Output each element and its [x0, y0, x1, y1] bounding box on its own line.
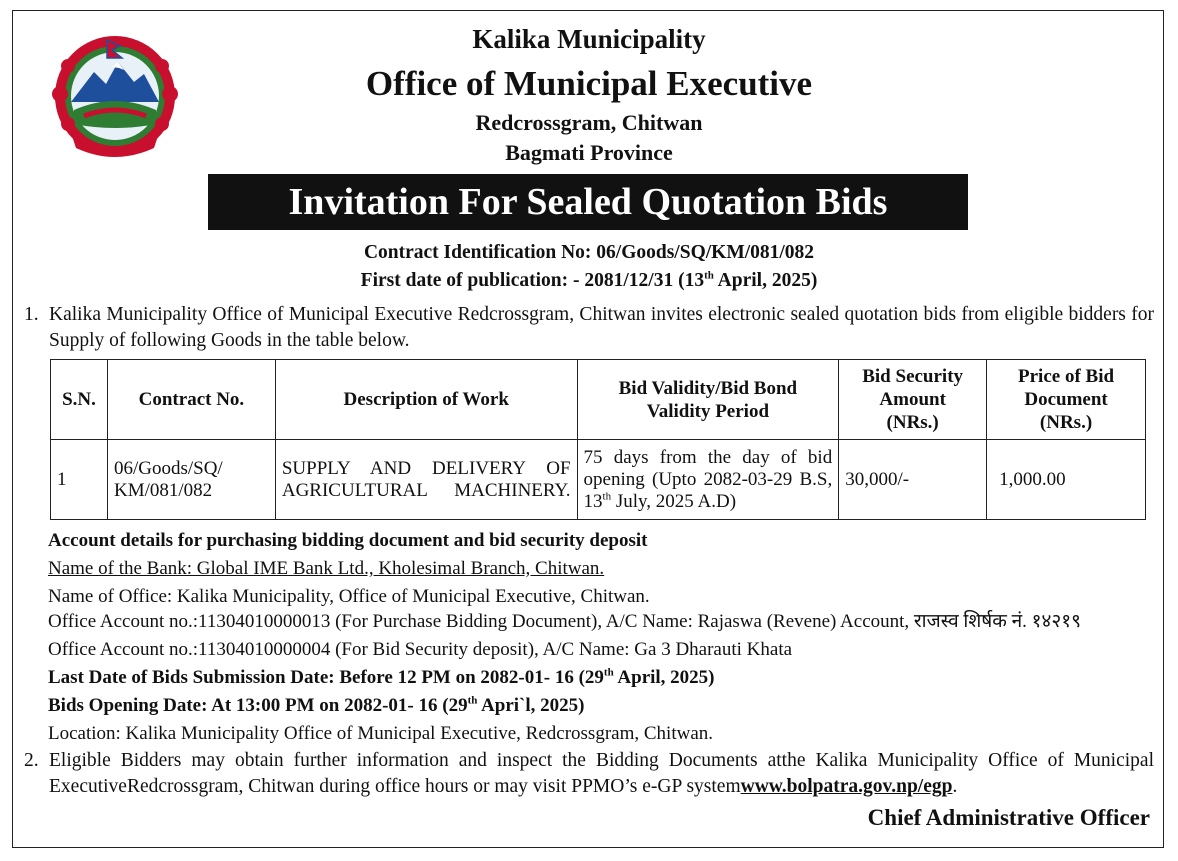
paragraph-number: 1. [24, 304, 39, 325]
column-header: Contract No. [107, 360, 275, 440]
cell-sn: 1 [51, 440, 108, 520]
account-bid-security: Office Account no.:11304010000004 (For Bid Security deposit), A/C Name: Ga 3 Dharauti Khata [48, 639, 793, 660]
office-name: Office of Municipal Executive [365, 64, 813, 103]
table-header-row [51, 360, 1146, 440]
office-address: Redcrossgram, Chitwan [475, 110, 703, 135]
account-heading: Account details for purchasing bidding document and bid security deposit [48, 530, 648, 551]
account-purchase-document: Office Account no.:11304010000013 (For Purchase Bidding Document), A/C Name: Rajaswa (Revene) Account, राजस्व शिर्षक नं. १४२१९ [48, 611, 1082, 632]
paragraph-number: 2. [24, 750, 39, 771]
egp-link[interactable]: www.bolpatra.gov.np/egp [740, 776, 953, 797]
cell-description: SUPPLY AND DELIVERY OF AGRICULTURAL MACHINERY. [275, 440, 577, 520]
column-header: Bid Validity/Bid Bond Validity Period [577, 360, 839, 440]
contract-identification: Contract Identification No: 06/Goods/SQ/KM/081/082 [363, 242, 815, 263]
cell-security-amount: 30,000/- [839, 440, 987, 520]
office-account-name: Name of Office: Kalika Municipality, Office of Municipal Executive, Chitwan. [48, 586, 650, 607]
column-header: Price of Bid Document (NRs.) [987, 360, 1146, 440]
opening-location: Location: Kalika Municipality Office of Municipal Executive, Redcrossgram, Chitwan. [48, 723, 713, 744]
municipality-name: Kalika Municipality [472, 24, 706, 54]
last-submission-date: Last Date of Bids Submission Date: Before 12 PM on 2082-01- 16 (29th April, 2025) [48, 666, 715, 688]
paragraph-1 [24, 302, 1154, 354]
paragraph-text: Eligible Bidders may obtain further information and inspect the Bidding Documents atthe Kalika Municipality Office of Municipal ExecutiveRedcrossgram, Chitwan during office hours or may visit PPMO’s e-GP system [49, 750, 1154, 797]
bank-name: Name of the Bank: Global IME Bank Ltd., Kholesimal Branch, Chitwan. [48, 558, 605, 579]
table-row [51, 440, 1146, 520]
paragraph-text: Kalika Municipality Office of Municipal Executive Redcrossgram, Chitwan invites electronic sealed quotation bids from eligible bidders for Supply of following Goods in the table below. [49, 304, 1154, 351]
cell-document-price: 1,000.00 [987, 440, 1146, 520]
cell-contract-no: 06/Goods/SQ/ KM/081/082 [107, 440, 275, 520]
column-header: Description of Work [275, 360, 577, 440]
signature-title: Chief Administrative Officer [867, 805, 1150, 830]
bids-opening-date: Bids Opening Date: At 13:00 PM on 2082-01- 16 (29th Apri`l, 2025) [48, 694, 585, 716]
paragraph-2: 2. Eligible Bidders may obtain further information and inspect the Bidding Documents atthe Kalika Municipality Office of Municipal ExecutiveRedcrossgram, Chitwan during office hours or may visit PPMO’s e-GP systemwww.bolpatra.gov.np/egp. [24, 750, 1154, 797]
cell-validity: 75 days from the day of bid opening (Upto 2082-03-29 B.S, 13th July, 2025 A.D) [577, 440, 839, 520]
publication-date: First date of publication: - 2081/12/31 (13th April, 2025) [360, 269, 818, 291]
bids-table [50, 359, 1146, 520]
province-name: Bagmati Province [505, 140, 673, 165]
column-header: S.N. [51, 360, 108, 440]
column-header: Bid Security Amount (NRs.) [839, 360, 987, 440]
notice-title-banner: Invitation For Sealed Quotation Bids [208, 174, 968, 230]
